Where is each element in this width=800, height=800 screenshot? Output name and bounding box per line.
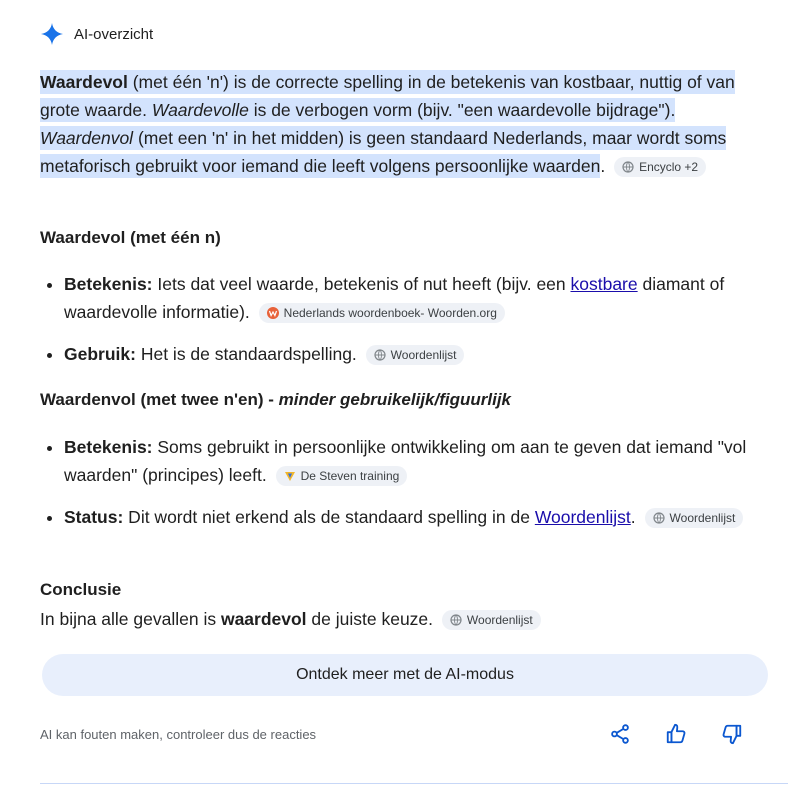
link-kostbare[interactable]: kostbare bbox=[570, 274, 638, 294]
globe-icon bbox=[374, 349, 386, 361]
link-woordenlijst[interactable]: Woordenlijst bbox=[534, 507, 631, 527]
term-waardevolle: Waardevolle bbox=[151, 100, 249, 120]
ai-overview-header bbox=[40, 22, 153, 46]
ai-mode-button[interactable] bbox=[42, 654, 768, 696]
list-item-label: Betekenis: bbox=[64, 274, 153, 294]
globe-icon bbox=[653, 512, 665, 524]
list-item-label: Gebruik: bbox=[64, 344, 136, 364]
list-item bbox=[64, 503, 784, 531]
list-item-text: diamant of waardevolle informatie). bbox=[64, 274, 725, 322]
section-heading-waardevol: Waardevol (met één n) bbox=[40, 228, 221, 247]
section-heading-conclusie: Conclusie bbox=[40, 580, 122, 599]
term-waardevol: Waardevol bbox=[40, 72, 128, 92]
globe-icon bbox=[622, 161, 634, 173]
source-chip-woorden-org[interactable] bbox=[259, 303, 505, 323]
section-heading-waardenvol bbox=[40, 390, 511, 410]
source-chip-label: De Steven training bbox=[300, 469, 400, 484]
list-item bbox=[64, 270, 784, 326]
list-item-label: Status: bbox=[64, 507, 124, 527]
feedback-actions bbox=[606, 720, 746, 748]
term-waardenvol: Waardenvol bbox=[40, 128, 134, 148]
intro-paragraph bbox=[40, 68, 765, 180]
thumbs-down-icon bbox=[721, 723, 743, 745]
thumbs-down-button[interactable] bbox=[718, 720, 746, 748]
thumbs-up-icon bbox=[665, 723, 687, 745]
share-icon bbox=[609, 723, 631, 745]
source-chip-woordenlijst[interactable] bbox=[645, 508, 744, 528]
source-chip-steven-training[interactable] bbox=[276, 466, 408, 486]
divider bbox=[40, 783, 788, 784]
list-item-text: Dit wordt niet erkend als de standaard spelling in de bbox=[123, 507, 535, 527]
source-chip-label: Woordenlijst bbox=[390, 348, 457, 363]
source-chip-label: Encyclo +2 bbox=[639, 160, 699, 175]
conclusion-text-2: de juiste keuze. bbox=[306, 609, 434, 629]
heading-text: Waardenvol (met twee n'en) - bbox=[40, 390, 279, 409]
source-chip-woordenlijst[interactable] bbox=[442, 610, 541, 630]
conclusion-term: waardevol bbox=[220, 609, 307, 629]
ai-mode-button-label: Ontdek meer met de AI-modus bbox=[296, 666, 514, 683]
intro-text-2: is de verbogen vorm (bijv. "een waardevolle bijdrage"). bbox=[248, 100, 676, 120]
thumbs-up-button[interactable] bbox=[662, 720, 690, 748]
heading-emphasis: minder gebruikelijk/figuurlijk bbox=[278, 390, 512, 409]
source-chip-label: Woordenlijst bbox=[466, 613, 533, 628]
conclusion-text bbox=[40, 606, 541, 632]
list-item-label: Betekenis: bbox=[64, 437, 153, 457]
intro-text-1: (met één 'n') is de correcte spelling in de betekenis van kostbaar, nuttig of van grote waarde. bbox=[40, 72, 735, 120]
list-item-text: Soms gebruikt in persoonlijke ontwikkeling om aan te geven dat iemand "vol waarden" (principes) leeft. bbox=[64, 437, 747, 485]
list-item-text: . bbox=[630, 507, 636, 527]
list-item-text: Iets dat veel waarde, betekenis of nut heeft (bijv. een bbox=[152, 274, 571, 294]
source-chip-label: Nederlands woordenboek- Woorden.org bbox=[283, 306, 497, 321]
sparkle-icon bbox=[40, 22, 64, 46]
globe-icon bbox=[450, 614, 462, 626]
list-waardevol bbox=[40, 270, 784, 368]
share-button[interactable] bbox=[606, 720, 634, 748]
woorden-logo-icon bbox=[267, 307, 279, 319]
conclusion-text-1: In bijna alle gevallen is bbox=[40, 609, 221, 629]
source-chip-encyclo[interactable] bbox=[614, 157, 706, 177]
intro-text-3: (met een 'n' in het midden) is geen standaard Nederlands, maar wordt soms metaforisch gebruikt voor iemand die leeft volgens persoonlijke waarden bbox=[40, 128, 727, 176]
list-item bbox=[64, 340, 784, 368]
list-item-text: Het is de standaardspelling. bbox=[135, 344, 357, 364]
list-item bbox=[64, 433, 784, 489]
source-chip-woordenlijst[interactable] bbox=[366, 345, 465, 365]
intro-period: . bbox=[600, 156, 606, 176]
ai-overview-title: AI-overzicht bbox=[74, 25, 154, 43]
list-waardenvol bbox=[40, 433, 784, 531]
steven-logo-icon bbox=[284, 470, 296, 482]
disclaimer: AI kan fouten maken, controleer dus de reacties bbox=[40, 727, 317, 742]
source-chip-label: Woordenlijst bbox=[669, 511, 736, 526]
